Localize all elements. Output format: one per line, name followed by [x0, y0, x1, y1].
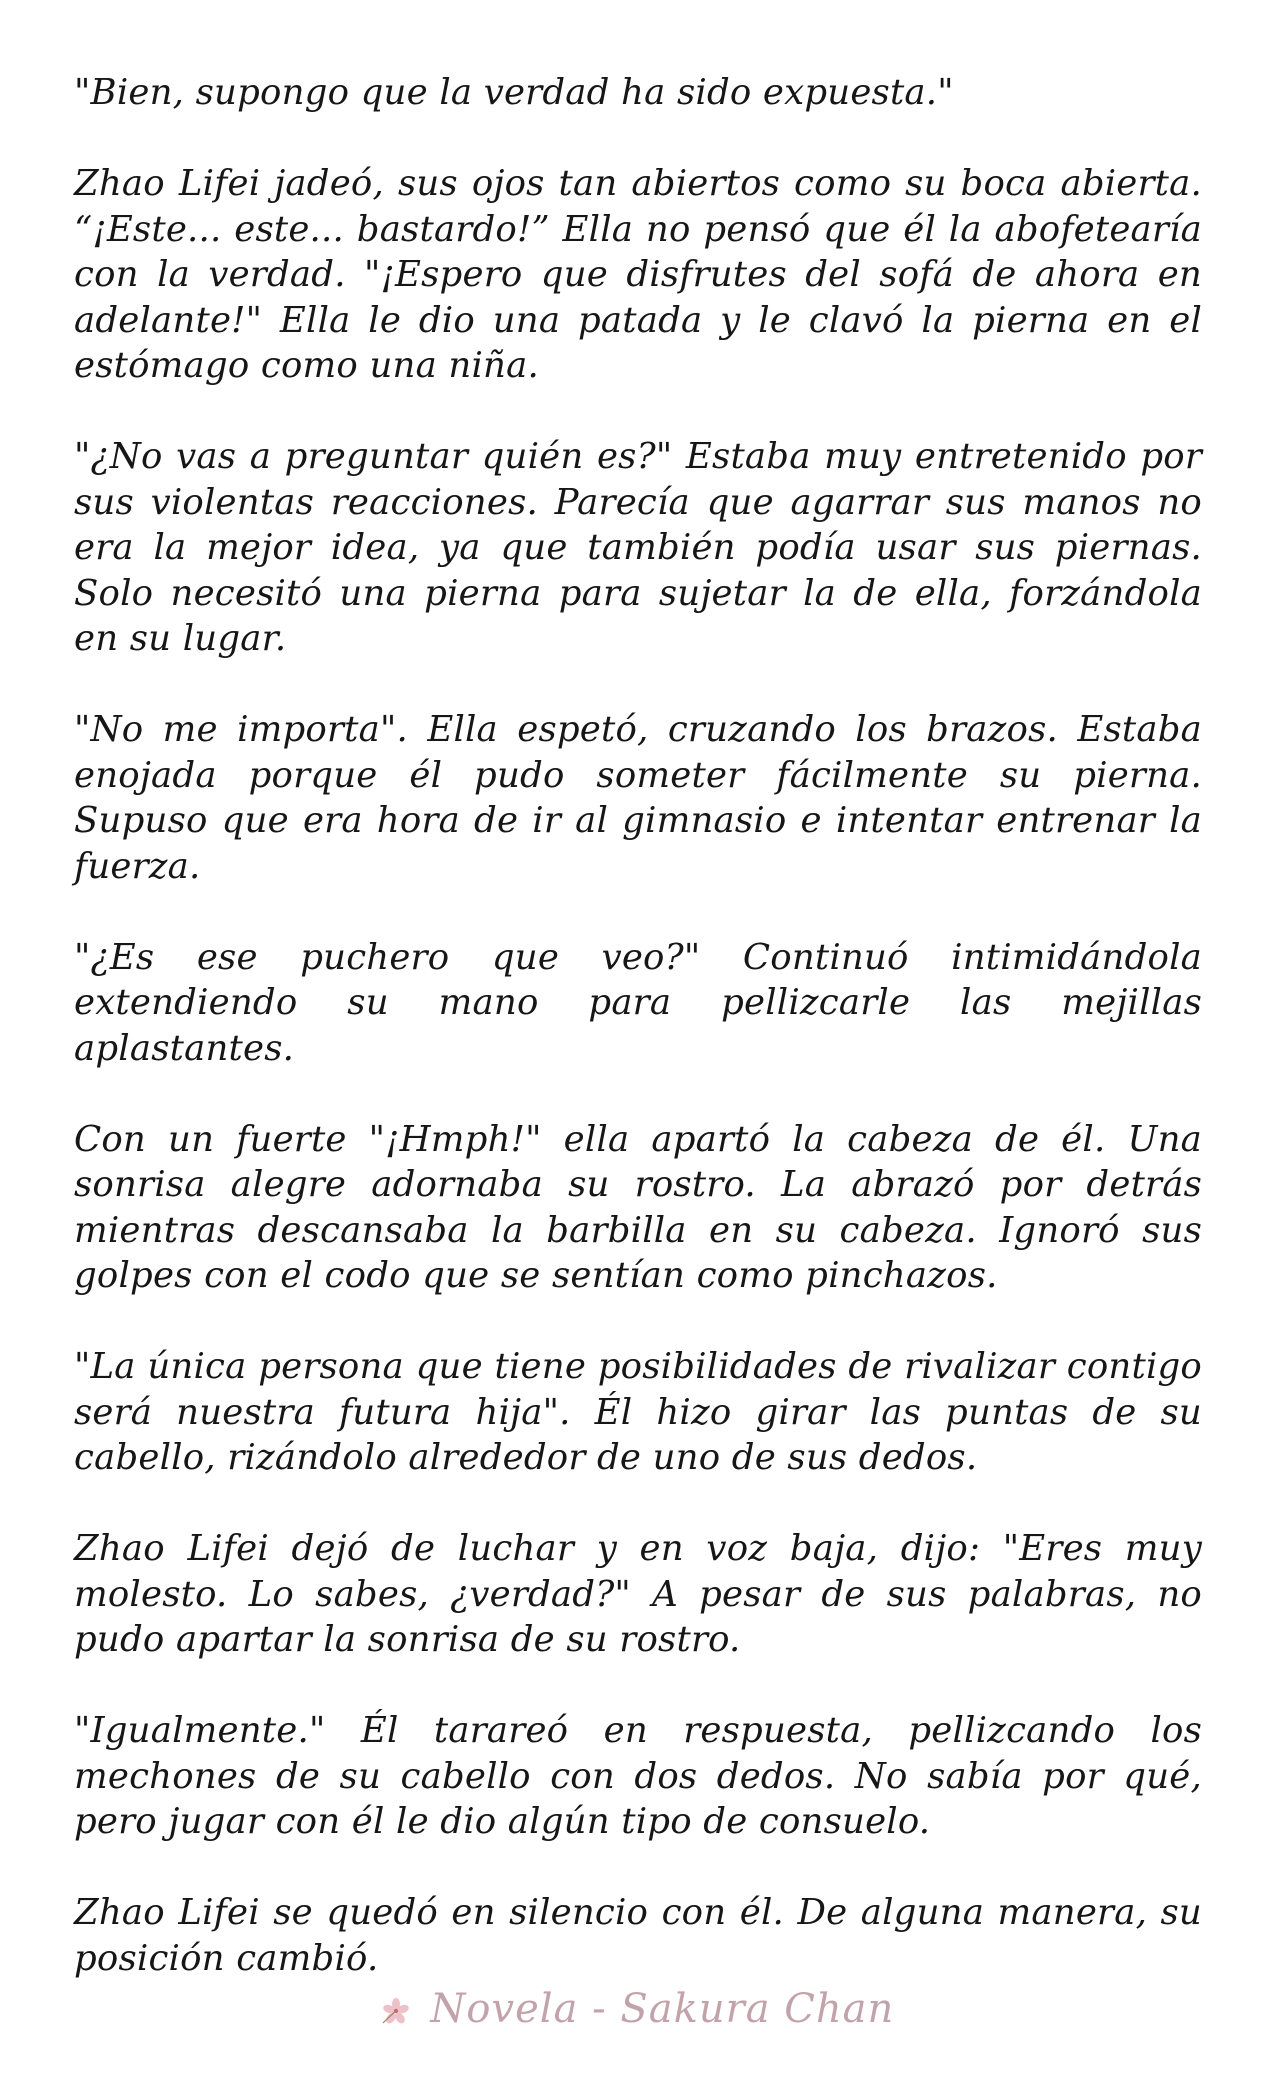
paragraph-6: Con un fuerte "¡Hmph!" ella apartó la cabeza de él. Una sonrisa alegre adornaba su rostro. La abrazó por detrás mientras descansaba la barbilla en su cabeza. Ignoró sus golpes con el codo que se sentían como pinchazos.: [74, 1118, 1202, 1296]
paragraph-4: "No me importa". Ella espetó, cruzando los brazos. Estaba enojada porque él pudo someter fácilmente su pierna. Supuso que era hora de ir al gimnasio e intentar entrenar la fuerza.: [74, 709, 1202, 887]
sakura-flower-icon: [381, 1989, 411, 2035]
watermark: [0, 1986, 1275, 2035]
paragraph-2: Zhao Lifei jadeó, sus ojos tan abiertos como su boca abierta. “¡Este... este... bastardo!” Ella no pensó que él la abofetearía con la verdad. "¡Espero que disfrutes del sofá de ahora en adelante!" Ella le dio una patada y le clavó la pierna en el estómago como una niña.: [74, 163, 1202, 386]
paragraph-5: "¿Es ese puchero que veo?" Continuó intimidándola extendiendo su mano para pellizcarle las mejillas aplastantes.: [74, 936, 1202, 1069]
paragraph-9: "Igualmente." Él tarareó en respuesta, pellizcando los mechones de su cabello con dos dedos. No sabía por qué, pero jugar con él le dio algún tipo de consuelo.: [74, 1710, 1202, 1842]
paragraph-7: "La única persona que tiene posibilidades de rivalizar contigo será nuestra futura hija". Él hizo girar las puntas de su cabello, rizándolo alrededor de uno de sus dedos.: [74, 1346, 1202, 1478]
watermark-text: Novela - Sakura Chan: [430, 1986, 895, 2032]
paragraph-3: "¿No vas a preguntar quién es?" Estaba muy entretenido por sus violentas reacciones. Parecía que agarrar sus manos no era la mejor idea, ya que también podía usar sus piernas. Solo necesitó una pierna para sujetar la de ella, forzándola en su lugar.: [74, 436, 1202, 659]
paragraph-1: "Bien, supongo que la verdad ha sido expuesta.": [74, 72, 954, 113]
paragraph-10: Zhao Lifei se quedó en silencio con él. De alguna manera, su posición cambió.: [74, 1892, 1202, 1979]
paragraph-8: Zhao Lifei dejó de luchar y en voz baja, dijo: "Eres muy molesto. Lo sabes, ¿verdad?" A pesar de sus palabras, no pudo apartar la sonrisa de su rostro.: [74, 1528, 1202, 1660]
document-body: [74, 70, 1202, 1981]
